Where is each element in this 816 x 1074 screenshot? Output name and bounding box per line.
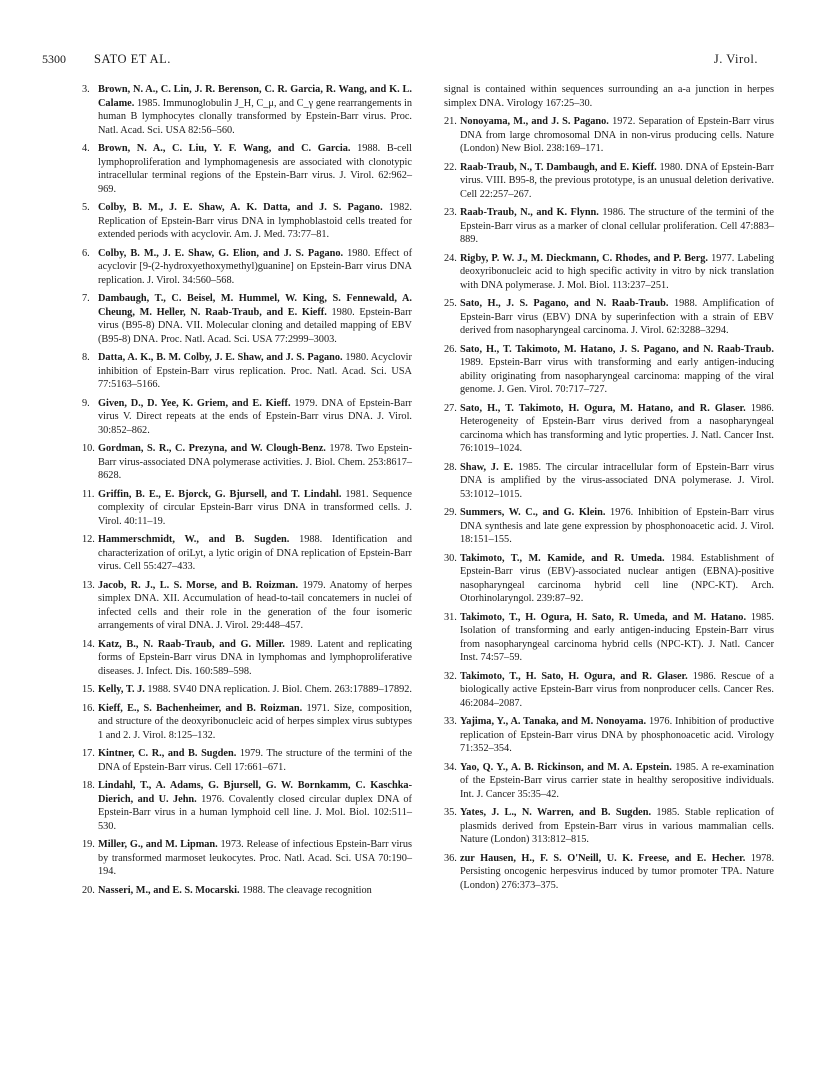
reference-number: 4. [82,143,90,154]
reference-text: 1971. Size, composition, and structure of the deoxyribonucleic acid of herpes simplex virus subtypes 1 and 2. J. Virol. 8:125–132. [98,702,412,741]
reference-item [82,351,412,392]
reference-authors: Kintner, C. R., and B. Sugden. [98,748,237,759]
reference-authors: Sato, H., T. Takimoto, M. Hatano, J. S. Pagano, and N. Raab-Traub. [460,343,774,355]
reference-text: 1988. B-cell lymphoproliferation and lymphomagenesis are associated with clonotypic intracellular terminal regions of the Epstein-Barr virus. J. Virol. 62:962–969. [98,143,413,195]
reference-item [82,201,412,242]
reference-number: 27. [444,402,457,414]
reference-text: 1982. Replication of Epstein-Barr virus DNA in lymphoblastoid cells treated for extended periods with acyclovir. Am. J. Med. 73:77–81. [98,202,412,240]
reference-authors: Nasseri, M., and E. S. Mocarski. [98,884,240,896]
reference-authors: Kelly, T. J. [98,684,145,695]
reference-item [444,506,774,547]
reference-item [444,461,774,502]
reference-text: 1976. Inhibition of productive replication of Epstein-Barr virus DNA by phosphonoacetic acid. Virology 71:352–354. [460,716,774,754]
reference-number: 15. [82,684,95,695]
reference-authors: Nonoyama, M., and J. S. Pagano. [460,116,609,127]
reference-number: 7. [82,293,90,304]
reference-text: 1988. Amplification of Epstein-Barr virus (EBV) DNA by superinfection with a strain of EBV derived from nasopharyngeal carcinoma. J. Virol. 62:3288–3294. [460,298,775,336]
reference-item [444,343,774,397]
page-header [42,52,758,72]
reference-authors: Rigby, P. W. J., M. Dieckmann, C. Rhodes, and P. Berg. [460,252,709,264]
reference-text: 1976. Covalently closed circular duplex DNA of Epstein-Barr virus in a human lymphoid cell line. J. Mol. Biol. 102:511–530. [98,793,412,832]
reference-item [82,702,412,743]
reference-number: 25. [444,298,457,309]
reference-text: 1978. Persisting oncogenic herpesvirus induced by tumor promoter TPA. Nature (London) 276:373–375. [460,852,775,891]
reference-number: 5. [82,202,90,213]
reference-number: 36. [444,852,457,864]
reference-item [444,852,774,893]
reference-number: 20. [82,884,95,896]
reference-text: 1986. The structure of the termini of the Epstein-Barr virus as a marker of clonal cellular proliferation. Cell 47:883–889. [460,207,775,245]
reference-authors: Brown, N. A., C. Lin, J. R. Berenson, C. R. Garcia, R. Wang, and K. L. Calame. [98,84,412,109]
reference-item [444,670,774,711]
reference-item [82,292,412,346]
reference-text: 1989. Latent and replicating forms of Epstein-Barr virus DNA in lymphomas and lymphoproliferative diseases. J. Infect. Dis. 160:589–598. [98,638,412,677]
reference-authors: Colby, B. M., J. E. Shaw, A. K. Datta, and J. S. Pagano. [98,202,383,213]
reference-item [444,402,774,456]
reference-item [82,683,412,697]
reference-item [82,838,412,879]
reference-text: 1976. Inhibition of Epstein-Barr virus DNA synthesis and late gene expression by phosphonoacetic acid. J. Virol. 18:151–155. [460,507,775,545]
reference-number: 10. [82,443,95,454]
reference-number: 9. [82,397,90,409]
reference-item [82,747,412,774]
reference-authors: Takimoto, T., H. Ogura, H. Sato, R. Umeda, and M. Hatano. [460,611,747,623]
reference-authors: Miller, G., and M. Lipman. [98,839,218,850]
reference-authors: Yates, J. L., N. Warren, and B. Sugden. [460,807,652,818]
reference-text: 1988. Identification and characterization of oriLyt, a lytic origin of DNA replication of Epstein-Barr virus. Cell 55:427–433. [98,534,412,572]
reference-authors: Sato, H., J. S. Pagano, and N. Raab-Traub. [460,298,669,309]
reference-authors: Takimoto, T., H. Sato, H. Ogura, and R. Glaser. [460,670,688,682]
reference-authors: zur Hausen, H., F. S. O'Neill, U. K. Freese, and E. Hecher. [460,852,746,864]
reference-authors: Hammerschmidt, W., and B. Sugden. [98,534,290,545]
reference-number: 16. [82,702,95,714]
reference-number: 35. [444,807,457,818]
reference-item [444,161,774,202]
reference-item [444,806,774,847]
reference-continuation: signal is contained within sequences surrounding an a-a junction in herpes simplex DNA. Virology 167:25–30. [444,84,774,109]
reference-item [444,552,774,606]
reference-number: 32. [444,670,457,682]
reference-text: 1988. The cleavage recognition [242,884,372,896]
reference-authors: Colby, B. M., J. E. Shaw, G. Elion, and J. S. Pagano. [98,247,344,259]
reference-number: 23. [444,207,457,218]
journal-name: J. Virol. [713,52,758,66]
reference-number: 21. [444,116,457,127]
reference-text: 1985. Immunoglobulin J_H, C_μ, and C_γ gene rearrangements in human B lymphocytes clonally transformed by Epstein-Barr virus. Proc. Natl. Acad. Sci. USA 82:56–560. [98,97,412,136]
reference-number: 24. [444,252,457,264]
reference-text: 1972. Separation of Epstein-Barr virus DNA from large chromosomal DNA in non-virus producing cells. Nature (London) New Biol. 238:169–171. [460,116,775,154]
reference-text: 1984. Establishment of Epstein-Barr virus (EBV)-associated nuclear antigen (EBNA)-positive nasopharyngeal carcinoma hybrid cell line (NPC-KT). Arch. Otorhinolaryngol. 239:87–92. [460,552,774,604]
reference-item [444,206,774,247]
reference-authors: Raab-Traub, N., T. Dambaugh, and E. Kieff. [460,161,657,173]
reference-list-left [82,83,412,897]
reference-text: 1989. Epstein-Barr virus with transforming and early antigen-inducing ability originating from nasopharyngeal carcinoma: mapping of the viral genome. J. Gen. Virol. 70:717–727. [460,357,774,395]
reference-number: 6. [82,247,90,259]
reference-number: 31. [444,611,457,623]
reference-authors: Sato, H., T. Takimoto, H. Ogura, M. Hatano, and R. Glaser. [460,402,746,414]
reference-number: 19. [82,839,95,850]
reference-text: 1986. Rescue of a biologically active Epstein-Barr virus from nonproducer cells. Cancer Res. 46:2084–2087. [460,670,774,709]
reference-number: 13. [82,579,95,591]
reference-number: 8. [82,352,90,363]
reference-authors: Takimoto, T., M. Kamide, and R. Umeda. [460,552,665,564]
reference-authors: Jacob, R. J., L. S. Morse, and B. Roizman. [98,579,299,591]
reference-text: 1988. SV40 DNA replication. J. Biol. Chem. 263:17889–17892. [147,684,412,695]
reference-number: 29. [444,507,457,518]
reference-number: 11. [82,488,95,500]
reference-text: 1980. Epstein-Barr virus (B95-8) DNA. VII. Molecular cloning and detailed mapping of EBV (B95-8) DNA. Proc. Natl. Acad. Sci. USA 77:2999–3003. [98,306,412,345]
reference-text: 1978. Two Epstein-Barr virus-associated DNA polymerase activities. J. Biol. Chem. 253:8617–8628. [98,443,412,481]
reference-text: 1979. DNA of Epstein-Barr virus V. Direct repeats at the ends of Epstein-Barr virus DNA. J. Virol. 30:852–862. [98,397,412,436]
reference-authors: Gordman, S. R., C. Prezyna, and W. Clough-Benz. [98,443,326,454]
reference-item [444,611,774,665]
reference-number: 22. [444,161,457,173]
reference-authors: Kieff, E., S. Bachenheimer, and B. Roizman. [98,702,303,714]
reference-item [82,442,412,483]
reference-item [82,83,412,137]
reference-authors: Lindahl, T., A. Adams, G. Bjursell, G. W. Bornkamm, C. Kaschka-Dierich, and U. Jehn. [98,780,412,805]
reference-item [444,761,774,802]
reference-text: 1985. The circular intracellular form of Epstein-Barr virus DNA is amplified by the virus-associated DNA polymerase. J. Virol. 53:1012–1015. [460,461,775,500]
reference-number: 28. [444,461,457,473]
reference-text: 1985. A re-examination of the Epstein-Barr virus carrier state in healthy seropositive individuals. Int. J. Cancer 35:35–42. [460,761,775,800]
reference-text: 1986. Heterogeneity of Epstein-Barr virus derived from a nasopharyngeal carcinoma which has transforming and lytic properties. J. Natl. Cancer Inst. 76:1019–1024. [460,402,774,454]
reference-authors: Raab-Traub, N., and K. Flynn. [460,207,599,218]
reference-authors: Griffin, B. E., E. Bjorck, G. Bjursell, and T. Lindahl. [98,488,342,500]
reference-number: 17. [82,748,95,759]
reference-authors: Brown, N. A., C. Liu, Y. F. Wang, and C. Garcia. [98,143,351,154]
reference-text: 1980. Effect of acyclovir [9-(2-hydroxyethoxymethyl)guanine] on Epstein-Barr virus DNA replication. J. Virol. 34:560–568. [98,247,413,286]
reference-authors: Yao, Q. Y., A. B. Rickinson, and M. A. Epstein. [460,761,672,773]
reference-authors: Summers, W. C., and G. Klein. [460,507,606,518]
reference-item [82,779,412,833]
reference-item [82,488,412,529]
reference-item [82,533,412,574]
reference-text: 1980. Acyclovir inhibition of Epstein-Barr virus replication. Proc. Natl. Acad. Sci. USA 77:5163–5166. [98,352,412,390]
reference-authors: Katz, B., N. Raab-Traub, and G. Miller. [98,638,285,650]
reference-text: 1981. Sequence complexity of circular Epstein-Barr virus DNA in transformed cells. J. Virol. 40:11–19. [98,488,412,527]
reference-text: 1979. The structure of the termini of the DNA of Epstein-Barr virus. Cell 17:661–671. [98,748,413,773]
reference-column-right [444,83,774,897]
reference-item [82,397,412,438]
reference-item [444,115,774,156]
reference-number: 18. [82,780,95,791]
reference-number: 33. [444,716,457,727]
reference-item [444,297,774,338]
reference-authors: Given, D., D. Yee, K. Griem, and E. Kieff. [98,397,291,409]
reference-authors: Dambaugh, T., C. Beisel, M. Hummel, W. King, S. Fennewald, A. Cheung, M. Heller, N. Raab-Traub, and E. Kieff. [98,293,412,318]
reference-authors: Shaw, J. E. [460,461,513,473]
reference-authors: Yajima, Y., A. Tanaka, and M. Nonoyama. [460,716,647,727]
reference-text: 1979. Anatomy of herpes simplex DNA. XII. Accumulation of head-to-tail concatemers in nuclei of infected cells and their role in the generation of the four isomeric arrangements of viral DNA. J. Virol. 29:448–457. [98,579,412,631]
reference-text: 1973. Release of infectious Epstein-Barr virus by transformed marmoset leukocytes. Proc. Natl. Acad. Sci. USA 70:190–194. [98,839,412,877]
reference-item [82,579,412,633]
reference-list-right [444,115,774,892]
running-head: SATO ET AL. [94,52,171,66]
reference-column-left [82,83,412,902]
reference-number: 12. [82,534,95,545]
reference-number: 3. [82,84,90,95]
reference-number: 14. [82,638,95,650]
reference-item [82,247,412,288]
reference-item [82,638,412,679]
reference-item [82,884,412,898]
reference-item [444,252,774,293]
reference-item [444,715,774,756]
reference-text: 1985. Isolation of transforming and early antigen-inducing Epstein-Barr virus from nasopharyngeal carcinoma hybrid cells (NPC-KT). J. Natl. Cancer Inst. 74:57–59. [460,611,774,663]
reference-item [82,142,412,196]
reference-authors: Datta, A. K., B. M. Colby, J. E. Shaw, and J. S. Pagano. [98,352,343,363]
page-number: 5300 [42,52,66,66]
reference-number: 30. [444,552,457,564]
reference-text: 1985. Stable replication of plasmids derived from Epstein-Barr virus in various mammalian cells. Nature (London) 313:812–815. [460,807,774,845]
reference-text: 1980. DNA of Epstein-Barr virus. VIII. B95-8, the previous prototype, is an unusual deletion derivative. Cell 22:257–267. [460,161,774,200]
reference-number: 26. [444,343,457,355]
reference-text: 1977. Labeling deoxyribonucleic acid to high specific activity in vitro by nick translation with DNA polymerase. J. Mol. Biol. 113:237–251. [460,252,774,291]
reference-number: 34. [444,761,457,773]
